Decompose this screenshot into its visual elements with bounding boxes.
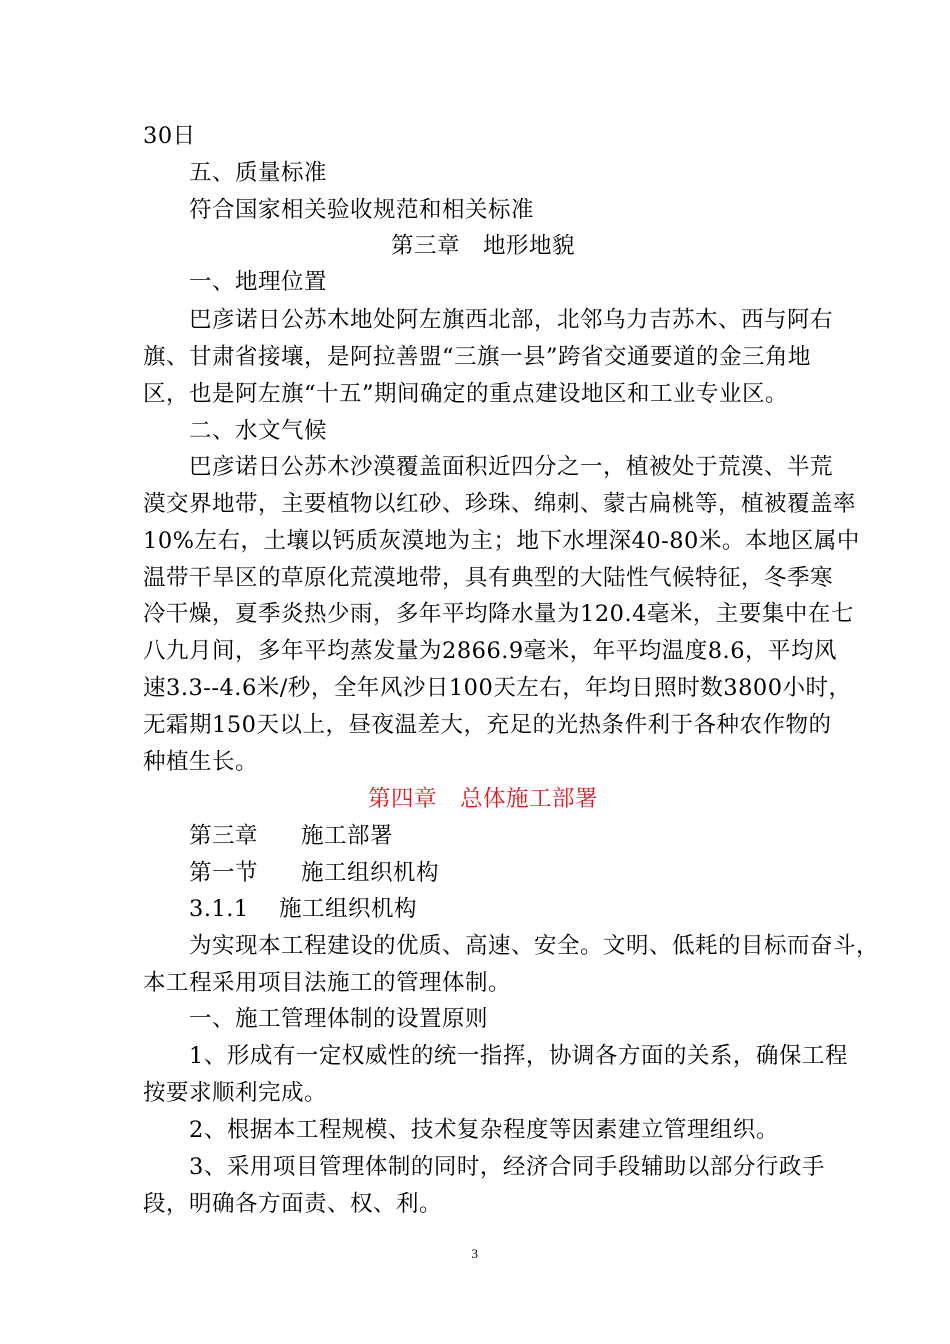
subsection-title: 施工组织机构: [279, 896, 418, 922]
chapter-subheading: [189, 818, 869, 854]
text-line: 八九月间，多年平均蒸发量为2866.9毫米，年平均温度8.6，平均风: [143, 638, 838, 664]
text-line: 段，明确各方面责、权、利。: [143, 1191, 443, 1217]
text-line: 为实现本工程建设的优质、高速、安全。文明、低耗的目标而奋斗，: [189, 933, 880, 959]
text-line: 本工程采用项目法施工的管理体制。: [143, 970, 512, 996]
chapter-number: 第三章: [189, 823, 259, 849]
text-line: 2、根据本工程规模、技术复杂程度等因素建立管理组织。: [189, 1117, 779, 1143]
subsection-heading: [189, 891, 869, 927]
text-line: 1、形成有一定权威性的统一指挥，协调各方面的关系，确保工程: [189, 1043, 848, 1069]
text-line: 区，也是阿左旗“十五”期间确定的重点建设地区和工业专业区。: [143, 381, 789, 407]
text-line: 无霜期150天以上，昼夜温差大，充足的光热条件利于各种农作物的: [143, 712, 832, 738]
section-heading: 一、施工管理体制的设置原则: [189, 1006, 489, 1032]
section-subheading: [189, 855, 869, 891]
section-title: 施工组织机构: [301, 860, 440, 886]
text-line: 符合国家相关验收规范和相关标准: [189, 197, 535, 223]
text-line: 速3.3--4.6米/秒，全年风沙日100天左右，年均日照时数3800小时，: [143, 675, 852, 701]
page-number: 3: [471, 1246, 479, 1261]
chapter-heading-red: 第四章 总体施工部署: [367, 786, 598, 812]
text-line: 温带干旱区的草原化荒漠地带，具有典型的大陆性气候特征，冬季寒: [143, 565, 834, 591]
section-heading: 一、地理位置: [189, 269, 328, 295]
text-line: 按要求顺利完成。: [143, 1080, 328, 1106]
section-heading: 五、质量标准: [189, 160, 328, 186]
text-line: 种植生长。: [143, 749, 259, 775]
chapter-heading: 第三章 地形地貌: [390, 233, 575, 259]
section-number: 第一节: [189, 860, 259, 886]
text-line: 漠交界地带，主要植物以红砂、珍珠、绵刺、蒙古扁桃等，植被覆盖率: [143, 491, 857, 517]
section-heading: 二、水文气候: [189, 418, 328, 444]
text-line: 10%左右，土壤以钙质灰漠地为主；地下水埋深40-80米。本地区属中: [143, 528, 860, 554]
text-line: 30日: [143, 123, 196, 149]
text-line: 3、采用项目管理体制的同时，经济合同手段辅助以部分行政手: [189, 1154, 825, 1180]
chapter-title: 施工部署: [301, 823, 394, 849]
text-line: 巴彦诺日公苏木地处阿左旗西北部，北邻乌力吉苏木、西与阿右: [189, 307, 834, 333]
subsection-number: 3.1.1: [189, 896, 249, 922]
text-line: 旗、甘肃省接壤，是阿拉善盟“三旗一县”跨省交通要道的金三角地: [143, 344, 812, 370]
text-line: 巴彦诺日公苏木沙漠覆盖面积近四分之一，植被处于荒漠、半荒: [189, 454, 834, 480]
text-line: 冷干燥，夏季炎热少雨，多年平均降水量为120.4毫米，主要集中在七: [143, 601, 854, 627]
